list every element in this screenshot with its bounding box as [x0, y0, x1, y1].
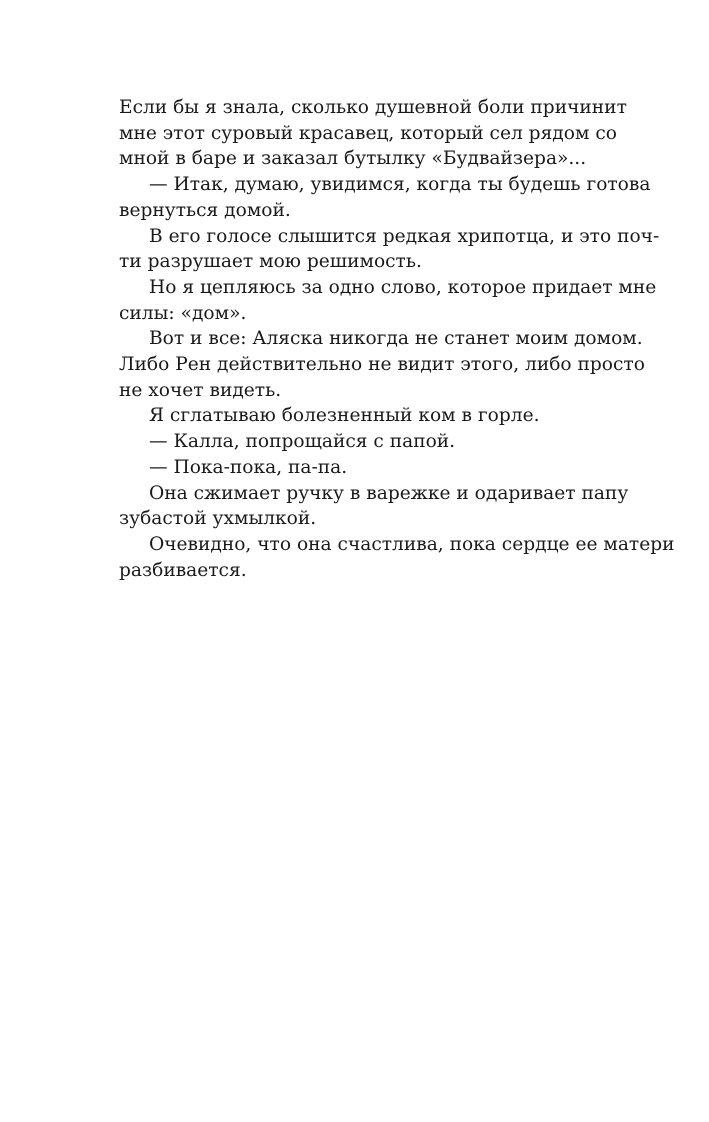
text-line: Если бы я знала, сколько душевной боли причинит — [119, 97, 627, 118]
text-line: зубастой ухмылкой. — [119, 508, 317, 530]
text-line: вернуться домой. — [119, 199, 291, 221]
text-line: не хочет видеть. — [119, 379, 282, 401]
text-line: Но я цепляюсь за одно слово, которое придает мне — [149, 276, 657, 298]
text-line: силы: «дом». — [119, 302, 247, 324]
text-line: разбивается. — [119, 559, 247, 581]
text-line: Вот и все: Аляска никогда не станет моим домом. — [149, 328, 643, 350]
text-line: Очевидно, что она счастлива, пока сердце ее матери — [149, 533, 675, 555]
text-line: — Пока-пока, па-па. — [149, 456, 348, 478]
text-line: Либо Рен действительно не видит этого, либо просто — [119, 354, 645, 376]
text-line: Она сжимает ручку в варежке и одаривает папу — [149, 482, 629, 504]
text-line: мне этот суровый красавец, который сел рядом со — [119, 122, 617, 144]
text-line: мной в баре и заказал бутылку «Будвайзера»... — [119, 148, 587, 170]
text-line: Я сглатываю болезненный ком в горле. — [149, 405, 540, 427]
text-line: ти разрушает мою решимость. — [119, 251, 422, 273]
text-line: — Калла, попрощайся с папой. — [149, 431, 456, 453]
text-line: — Итак, думаю, увидимся, когда ты будешь готова — [149, 174, 651, 196]
text-line: В его голосе слышится редкая хрипотца, и это поч- — [149, 225, 660, 247]
body-text — [119, 95, 675, 583]
